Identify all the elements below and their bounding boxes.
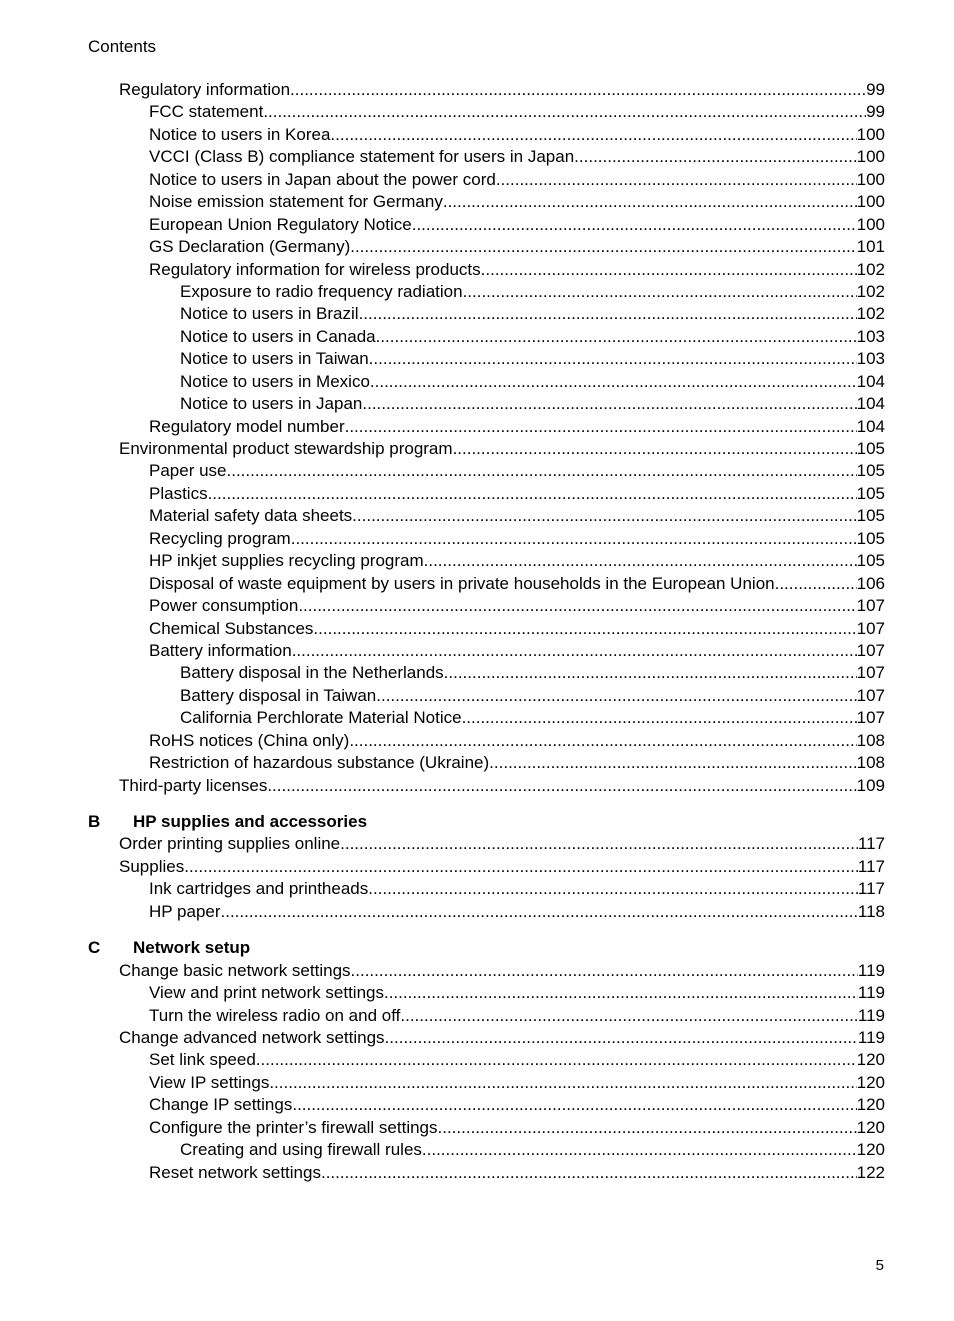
toc-entry[interactable] — [88, 371, 885, 393]
dot-leader — [267, 775, 856, 797]
dot-leader — [462, 707, 857, 729]
dot-leader — [184, 856, 858, 878]
toc-entry-page[interactable]: 122 — [856, 1162, 885, 1182]
toc-entry[interactable] — [88, 303, 885, 325]
toc-entry-page[interactable]: 102 — [856, 304, 885, 324]
page-number: 5 — [875, 1257, 884, 1274]
toc-entry[interactable] — [88, 236, 885, 258]
toc-entry-title[interactable]: Notice to users in Brazil — [180, 304, 359, 324]
toc-entry-page[interactable]: 107 — [856, 708, 885, 728]
toc-entry[interactable] — [88, 1027, 885, 1049]
toc-entry-page[interactable]: 120 — [856, 1140, 885, 1160]
dot-leader — [376, 685, 856, 707]
dot-leader — [463, 281, 857, 303]
toc-entry[interactable] — [88, 833, 885, 855]
dot-leader — [453, 438, 857, 460]
toc-entry-page[interactable]: 109 — [856, 775, 885, 795]
toc-entry-page[interactable]: 119 — [857, 1027, 885, 1047]
dot-leader — [291, 528, 857, 550]
toc-entry-page[interactable]: 102 — [856, 259, 885, 279]
dot-leader — [412, 214, 857, 236]
toc-entry-page[interactable]: 99 — [866, 80, 885, 99]
toc-entry-page[interactable]: 103 — [856, 326, 885, 346]
dot-leader — [350, 236, 856, 258]
toc-entry-title[interactable]: VCCI (Class B) compliance statement for users in Japan — [149, 147, 575, 167]
toc-entry-title[interactable]: Supplies — [119, 856, 185, 876]
toc-entry[interactable] — [88, 483, 885, 505]
toc-entry[interactable] — [88, 169, 885, 191]
toc-entry[interactable] — [88, 662, 885, 684]
dot-leader — [489, 752, 856, 774]
dot-leader — [443, 191, 857, 213]
toc-entry[interactable] — [88, 982, 885, 1004]
toc-entry[interactable] — [88, 393, 885, 415]
toc-entry[interactable] — [88, 505, 885, 527]
toc-entry[interactable] — [88, 775, 885, 797]
toc-entry-title[interactable]: Reset network settings — [149, 1162, 321, 1182]
dot-leader — [351, 960, 858, 982]
toc-entry-title[interactable]: Noise emission statement for Germany — [149, 192, 443, 212]
toc-entry-page[interactable]: 118 — [857, 901, 885, 921]
dot-leader — [385, 1027, 858, 1049]
toc-entry-page[interactable]: 105 — [856, 483, 885, 503]
toc-entry-page[interactable]: 120 — [856, 1072, 885, 1092]
toc-entry-title[interactable]: GS Declaration (Germany) — [149, 237, 351, 257]
toc-entry-title[interactable]: Environmental product stewardship program — [119, 439, 453, 458]
toc-entry[interactable] — [88, 730, 885, 752]
toc-entry[interactable] — [88, 348, 885, 370]
toc-entry[interactable] — [88, 960, 885, 982]
dot-leader — [292, 640, 857, 662]
toc-entry-title[interactable]: Notice to users in Canada — [180, 326, 376, 346]
toc-entry-title[interactable]: Notice to users in Korea — [149, 124, 331, 144]
toc-entry-title[interactable]: Notice to users in Japan about the power cord — [149, 169, 496, 189]
toc-entry-page[interactable]: 105 — [856, 439, 885, 458]
table-of-contents — [88, 79, 885, 1184]
toc-entry[interactable] — [88, 878, 885, 900]
toc-entry-page[interactable]: 103 — [856, 349, 885, 369]
dot-leader — [368, 878, 858, 900]
toc-entry[interactable] — [88, 550, 885, 572]
toc-entry-title[interactable]: Turn the wireless radio on and off — [149, 1005, 401, 1025]
toc-entry-page[interactable]: 119 — [857, 983, 885, 1003]
toc-entry[interactable] — [88, 901, 885, 923]
section-title[interactable]: HP supplies and accessories — [133, 812, 368, 831]
toc-entry-title[interactable]: Plastics — [149, 483, 208, 503]
toc-entry-title[interactable]: Exposure to radio frequency radiation — [180, 281, 463, 301]
dot-leader — [496, 169, 857, 191]
toc-entry-page[interactable]: 119 — [857, 1005, 885, 1025]
toc-entry[interactable] — [88, 79, 885, 101]
toc-entry-page[interactable]: 105 — [856, 528, 885, 548]
toc-entry[interactable] — [88, 101, 885, 123]
toc-entry[interactable] — [88, 595, 885, 617]
toc-entry-title[interactable]: Regulatory information for wireless products — [149, 259, 481, 279]
toc-entry-page[interactable]: 106 — [856, 573, 885, 593]
toc-entry-title[interactable]: Ink cartridges and printheads — [149, 879, 369, 899]
toc-entry-title[interactable]: Power consumption — [149, 596, 299, 616]
dot-leader — [376, 326, 857, 348]
toc-entry[interactable] — [88, 707, 885, 729]
dot-leader — [574, 146, 856, 168]
toc-entry-title[interactable]: HP paper — [149, 901, 221, 921]
toc-entry-title[interactable]: Configure the printer’s firewall settings — [149, 1117, 438, 1137]
toc-entry-title[interactable]: Paper use — [149, 461, 227, 481]
toc-entry-title[interactable]: View IP settings — [149, 1072, 270, 1092]
toc-entry-title[interactable]: Third-party licenses — [119, 775, 268, 795]
toc-entry[interactable] — [88, 856, 885, 878]
toc-entry-title[interactable]: Restriction of hazardous substance (Ukraine) — [149, 753, 490, 773]
toc-entry-page[interactable]: 108 — [856, 730, 885, 750]
toc-entry-title[interactable]: Battery disposal in the Netherlands — [180, 663, 444, 683]
toc-entry-title[interactable]: RoHS notices (China only) — [149, 730, 350, 750]
toc-entry[interactable] — [88, 1005, 885, 1027]
dot-leader — [384, 982, 858, 1004]
dot-leader — [362, 393, 856, 415]
toc-entry-title[interactable]: Material safety data sheets — [149, 506, 353, 526]
toc-entry-page[interactable]: 100 — [856, 124, 885, 144]
toc-entry-title[interactable]: California Perchlorate Material Notice — [180, 708, 462, 728]
toc-entry[interactable] — [88, 640, 885, 662]
toc-entry-title[interactable]: Notice to users in Japan — [180, 394, 363, 414]
dot-leader — [313, 618, 856, 640]
toc-entry[interactable] — [88, 281, 885, 303]
toc-entry-page[interactable]: 104 — [856, 371, 885, 391]
dot-leader — [340, 833, 858, 855]
toc-entry-page[interactable]: 100 — [856, 192, 885, 212]
toc-entry[interactable] — [88, 146, 885, 168]
toc-entry[interactable] — [88, 191, 885, 213]
toc-entry-page[interactable]: 107 — [856, 685, 885, 705]
toc-entry-page[interactable]: 117 — [857, 879, 885, 899]
dot-leader — [444, 662, 857, 684]
dot-leader — [208, 483, 857, 505]
section-letter: C — [88, 938, 101, 958]
dot-leader — [352, 505, 856, 527]
toc-entry-page[interactable]: 119 — [857, 960, 885, 980]
toc-entry-title[interactable]: Change basic network settings — [119, 960, 351, 980]
toc-entry-page[interactable]: 100 — [856, 214, 885, 234]
toc-entry-title[interactable]: Order printing supplies online — [119, 834, 341, 854]
toc-entry[interactable] — [88, 1049, 885, 1071]
toc-entry-page[interactable]: 107 — [856, 618, 885, 638]
toc-entry[interactable] — [88, 1117, 885, 1139]
dot-leader — [369, 348, 857, 370]
toc-entry-page[interactable]: 107 — [856, 640, 885, 660]
toc-entry-title[interactable]: Battery information — [149, 640, 292, 660]
section-heading — [88, 811, 885, 833]
toc-entry[interactable] — [88, 752, 885, 774]
toc-entry-title[interactable]: View and print network settings — [149, 983, 384, 1003]
dot-leader — [775, 573, 857, 595]
section-title[interactable]: Network setup — [133, 938, 251, 958]
toc-entry-title[interactable]: Notice to users in Mexico — [180, 371, 370, 391]
toc-entry-page[interactable]: 117 — [857, 834, 885, 854]
dot-leader — [345, 416, 857, 438]
toc-entry-page[interactable]: 105 — [856, 461, 885, 481]
dot-leader — [269, 1072, 856, 1094]
running-header: Contents — [88, 37, 157, 56]
toc-entry-page[interactable]: 120 — [856, 1117, 885, 1137]
dot-leader — [321, 1162, 857, 1184]
toc-entry-title[interactable]: Set link speed — [149, 1050, 256, 1070]
toc-entry-page[interactable]: 120 — [856, 1050, 885, 1070]
toc-entry-page[interactable]: 101 — [856, 237, 885, 257]
dot-leader — [422, 1139, 857, 1161]
toc-entry-page[interactable]: 100 — [856, 169, 885, 189]
dot-leader — [481, 259, 857, 281]
toc-entry-title[interactable]: Battery disposal in Taiwan — [180, 685, 377, 705]
toc-entry-page[interactable]: 105 — [856, 506, 885, 526]
toc-entry-page[interactable]: 107 — [856, 596, 885, 616]
toc-entry-title[interactable]: Regulatory model number — [149, 416, 345, 436]
dot-leader — [263, 101, 866, 123]
toc-entry[interactable] — [88, 1094, 885, 1116]
dot-leader — [349, 730, 856, 752]
toc-entry-page[interactable]: 117 — [857, 856, 885, 876]
toc-entry[interactable] — [88, 438, 885, 460]
toc-entry[interactable] — [88, 618, 885, 640]
toc-entry[interactable] — [88, 1139, 885, 1161]
toc-entry[interactable] — [88, 326, 885, 348]
dot-leader — [256, 1049, 857, 1071]
toc-entry-page[interactable]: 102 — [856, 281, 885, 301]
dot-leader — [400, 1005, 858, 1027]
toc-entry-page[interactable]: 105 — [856, 551, 885, 571]
toc-entry-title[interactable]: Creating and using firewall rules — [180, 1140, 422, 1160]
toc-entry-title[interactable]: HP inkjet supplies recycling program — [149, 551, 424, 571]
toc-entry-title[interactable]: Chemical Substances — [149, 618, 314, 638]
toc-entry-page[interactable]: 107 — [856, 663, 885, 683]
toc-entry[interactable] — [88, 124, 885, 146]
toc-entry-title[interactable]: European Union Regulatory Notice — [149, 214, 412, 234]
toc-entry-title[interactable]: Notice to users in Taiwan — [180, 349, 369, 369]
dot-leader — [298, 595, 856, 617]
section-letter: B — [88, 812, 101, 831]
toc-entry-title[interactable]: Disposal of waste equipment by users in private households in the European Union — [149, 573, 775, 593]
toc-entry-title[interactable]: FCC statement — [149, 102, 264, 122]
toc-entry[interactable] — [88, 416, 885, 438]
dot-leader — [290, 79, 866, 101]
dot-leader — [330, 124, 856, 146]
toc-entry-page[interactable]: 100 — [856, 147, 885, 167]
dot-leader — [438, 1117, 857, 1139]
toc-entry-title[interactable]: Change advanced network settings — [119, 1027, 385, 1047]
toc-entry[interactable] — [88, 685, 885, 707]
toc-entry[interactable] — [88, 259, 885, 281]
dot-leader — [292, 1094, 856, 1116]
toc-entry-page[interactable]: 120 — [856, 1095, 885, 1115]
toc-entry-page[interactable]: 104 — [856, 394, 885, 414]
toc-entry-title[interactable]: Change IP settings — [149, 1095, 293, 1115]
toc-entry[interactable] — [88, 1162, 885, 1184]
toc-entry-title[interactable]: Regulatory information — [119, 80, 291, 99]
dot-leader — [221, 901, 858, 923]
toc-entry-title[interactable]: Recycling program — [149, 528, 291, 548]
toc-entry[interactable] — [88, 1072, 885, 1094]
dot-leader — [424, 550, 857, 572]
toc-entry-page[interactable]: 104 — [856, 416, 885, 436]
section-heading — [88, 937, 885, 959]
toc-entry[interactable] — [88, 528, 885, 550]
dot-leader — [359, 303, 857, 325]
toc-entry[interactable] — [88, 573, 885, 595]
toc-entry-page[interactable]: 108 — [856, 753, 885, 773]
dot-leader — [370, 371, 857, 393]
dot-leader — [227, 460, 857, 482]
toc-entry-page[interactable]: 99 — [866, 102, 885, 122]
toc-entry[interactable] — [88, 214, 885, 236]
toc-entry[interactable] — [88, 460, 885, 482]
